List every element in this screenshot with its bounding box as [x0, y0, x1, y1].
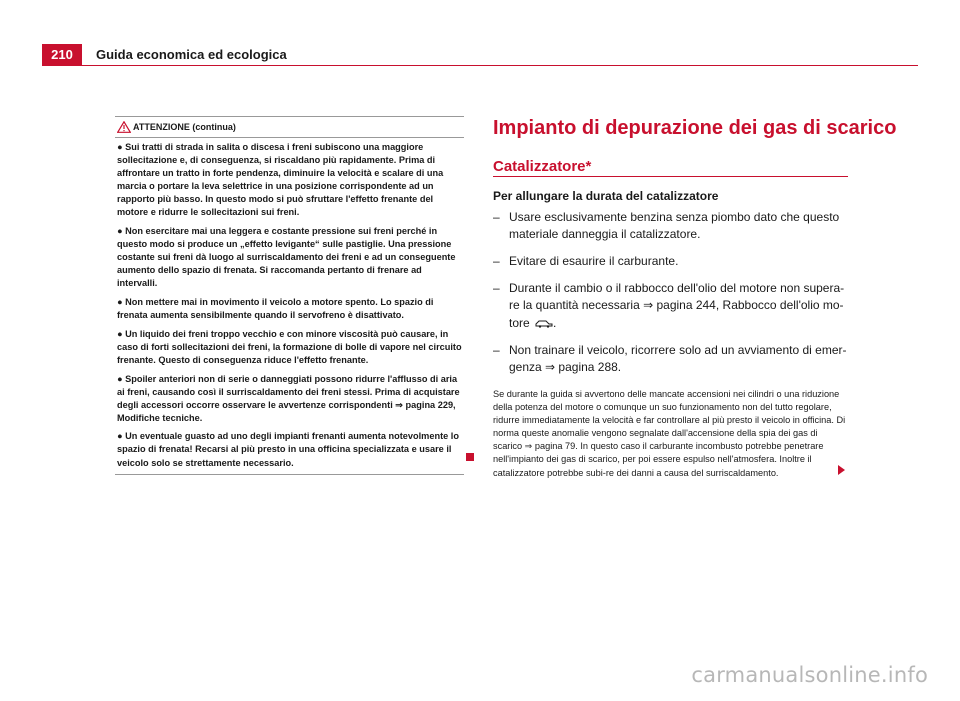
warning-item: ● Spoiler anteriori non di serie o danneggiati possono ridurre l'afflusso di aria ai freni, causando così il surriscaldamento dei freni stessi. Prima di acquistare degli accessori occorre osservare le avvertenze corrispondenti ⇒ pagina 229, Modifiche tecniche. [117, 373, 460, 423]
dash-bullet: – [493, 281, 500, 296]
end-square-icon [466, 453, 474, 461]
warning-item: ● Non mettere mai in movimento il veicolo a motore spento. Lo spazio di frenata aumenta sensibilmente quando il servofreno è disattivato. [117, 297, 434, 321]
step-text: Usare esclusivamente benzina senza piombo dato che questo materiale danneggia il catalizzatore. [509, 210, 840, 242]
subsection-title: Catalizzatore* [493, 158, 592, 175]
page-header-title: Guida economica ed ecologica [96, 47, 287, 62]
list-item [493, 342, 848, 376]
warning-header [115, 117, 464, 138]
subsection-rule [493, 176, 848, 177]
step-text: Evitare di esaurire il carburante. [509, 254, 679, 269]
step-text: Non trainare il veicolo, ricorrere solo ad un avviamento di emer-genza ⇒ pagina 288. [509, 342, 847, 374]
dash-bullet: – [493, 254, 500, 269]
section-title: Impianto di depurazione dei gas di scarico [493, 117, 897, 139]
list-item [493, 209, 848, 243]
instructions-list [493, 209, 848, 376]
warning-item: ● Sui tratti di strada in salita o discesa i freni subiscono una maggiore sollecitazione e, di conseguenza, si riscaldano più rapidamente. Prima di affrontare un tratto in forte pendenza, diminuire la velocità e scalare di una marcia o portare la leva selettrice in una posizione corrispondente ad un rapporto più basso. In questo modo si può sfruttare l'effetto frenante del motore e ridurre le sollecitazioni sui freni. [117, 142, 444, 218]
car-lift-icon [535, 318, 553, 328]
warning-item: ● Un eventuale guasto ad uno degli impianti frenanti aumenta notevolmente lo spazio di frenata! Recarsi al più presto in una officina specializzata e usare il veicolo solo se strettamente necessario. [117, 431, 459, 468]
instructions-heading: Per allungare la durata del catalizzatore [493, 189, 719, 203]
warning-body [115, 138, 464, 474]
watermark: carmanualsonline.info [691, 663, 928, 687]
dash-bullet: – [493, 210, 500, 224]
step-text: Durante il cambio o il rabbocco dell'olio del motore non supera-re la quantità necessaria ⇒ pagina 244, Rabbocco dell'olio mo-tore [509, 281, 845, 330]
page-number: 210 [42, 44, 82, 66]
catalyst-content [493, 188, 848, 480]
continue-arrow-icon [838, 465, 845, 475]
warning-item: ● Un liquido dei freni troppo vecchio e con minore viscosità può causare, in caso di forti sollecitazioni dei freni, la formazione di bolle di vapore nel circuito frenante. Questo di conseguenza riduce l'effetto frenante. [117, 328, 462, 365]
warning-triangle-icon [117, 121, 131, 133]
dash-bullet: – [493, 342, 500, 357]
list-item [493, 280, 848, 332]
warning-box [115, 116, 464, 475]
step-suffix: . [553, 315, 557, 330]
warning-title: ATTENZIONE (continua) [133, 122, 236, 132]
list-item [493, 253, 848, 270]
warning-item: ● Non esercitare mai una leggera e costante pressione sui freni perché in questo modo si produce un „effetto levigante“ sulle pastiglie. Una pressione costante sui freni dà luogo al surriscaldamento dei freni e ad un conseguente aumento dello spazio di frenata. Si raccomanda pertanto di frenare ad intervalli. [117, 226, 456, 289]
header-rule [42, 65, 918, 66]
note-paragraph: Se durante la guida si avvertono delle mancate accensioni nei cilindri o una riduzione della potenza del motore o comunque un suo funzionamento non del tutto regolare, ridurre immediatamente la velocità e far controllare al più presto il veicolo in officina. Di norma queste anomalie vengono segnalate dall'accensione della spia dei gas di scarico ⇒ pagina 79. In questo caso il carburante incombusto potrebbe penetrare nell'impianto dei gas di scarico, per poi essere espulso nell'atmosfera. Inoltre il catalizzatore potrebbe subi-re dei danni a causa del surriscaldamento. [493, 389, 846, 478]
